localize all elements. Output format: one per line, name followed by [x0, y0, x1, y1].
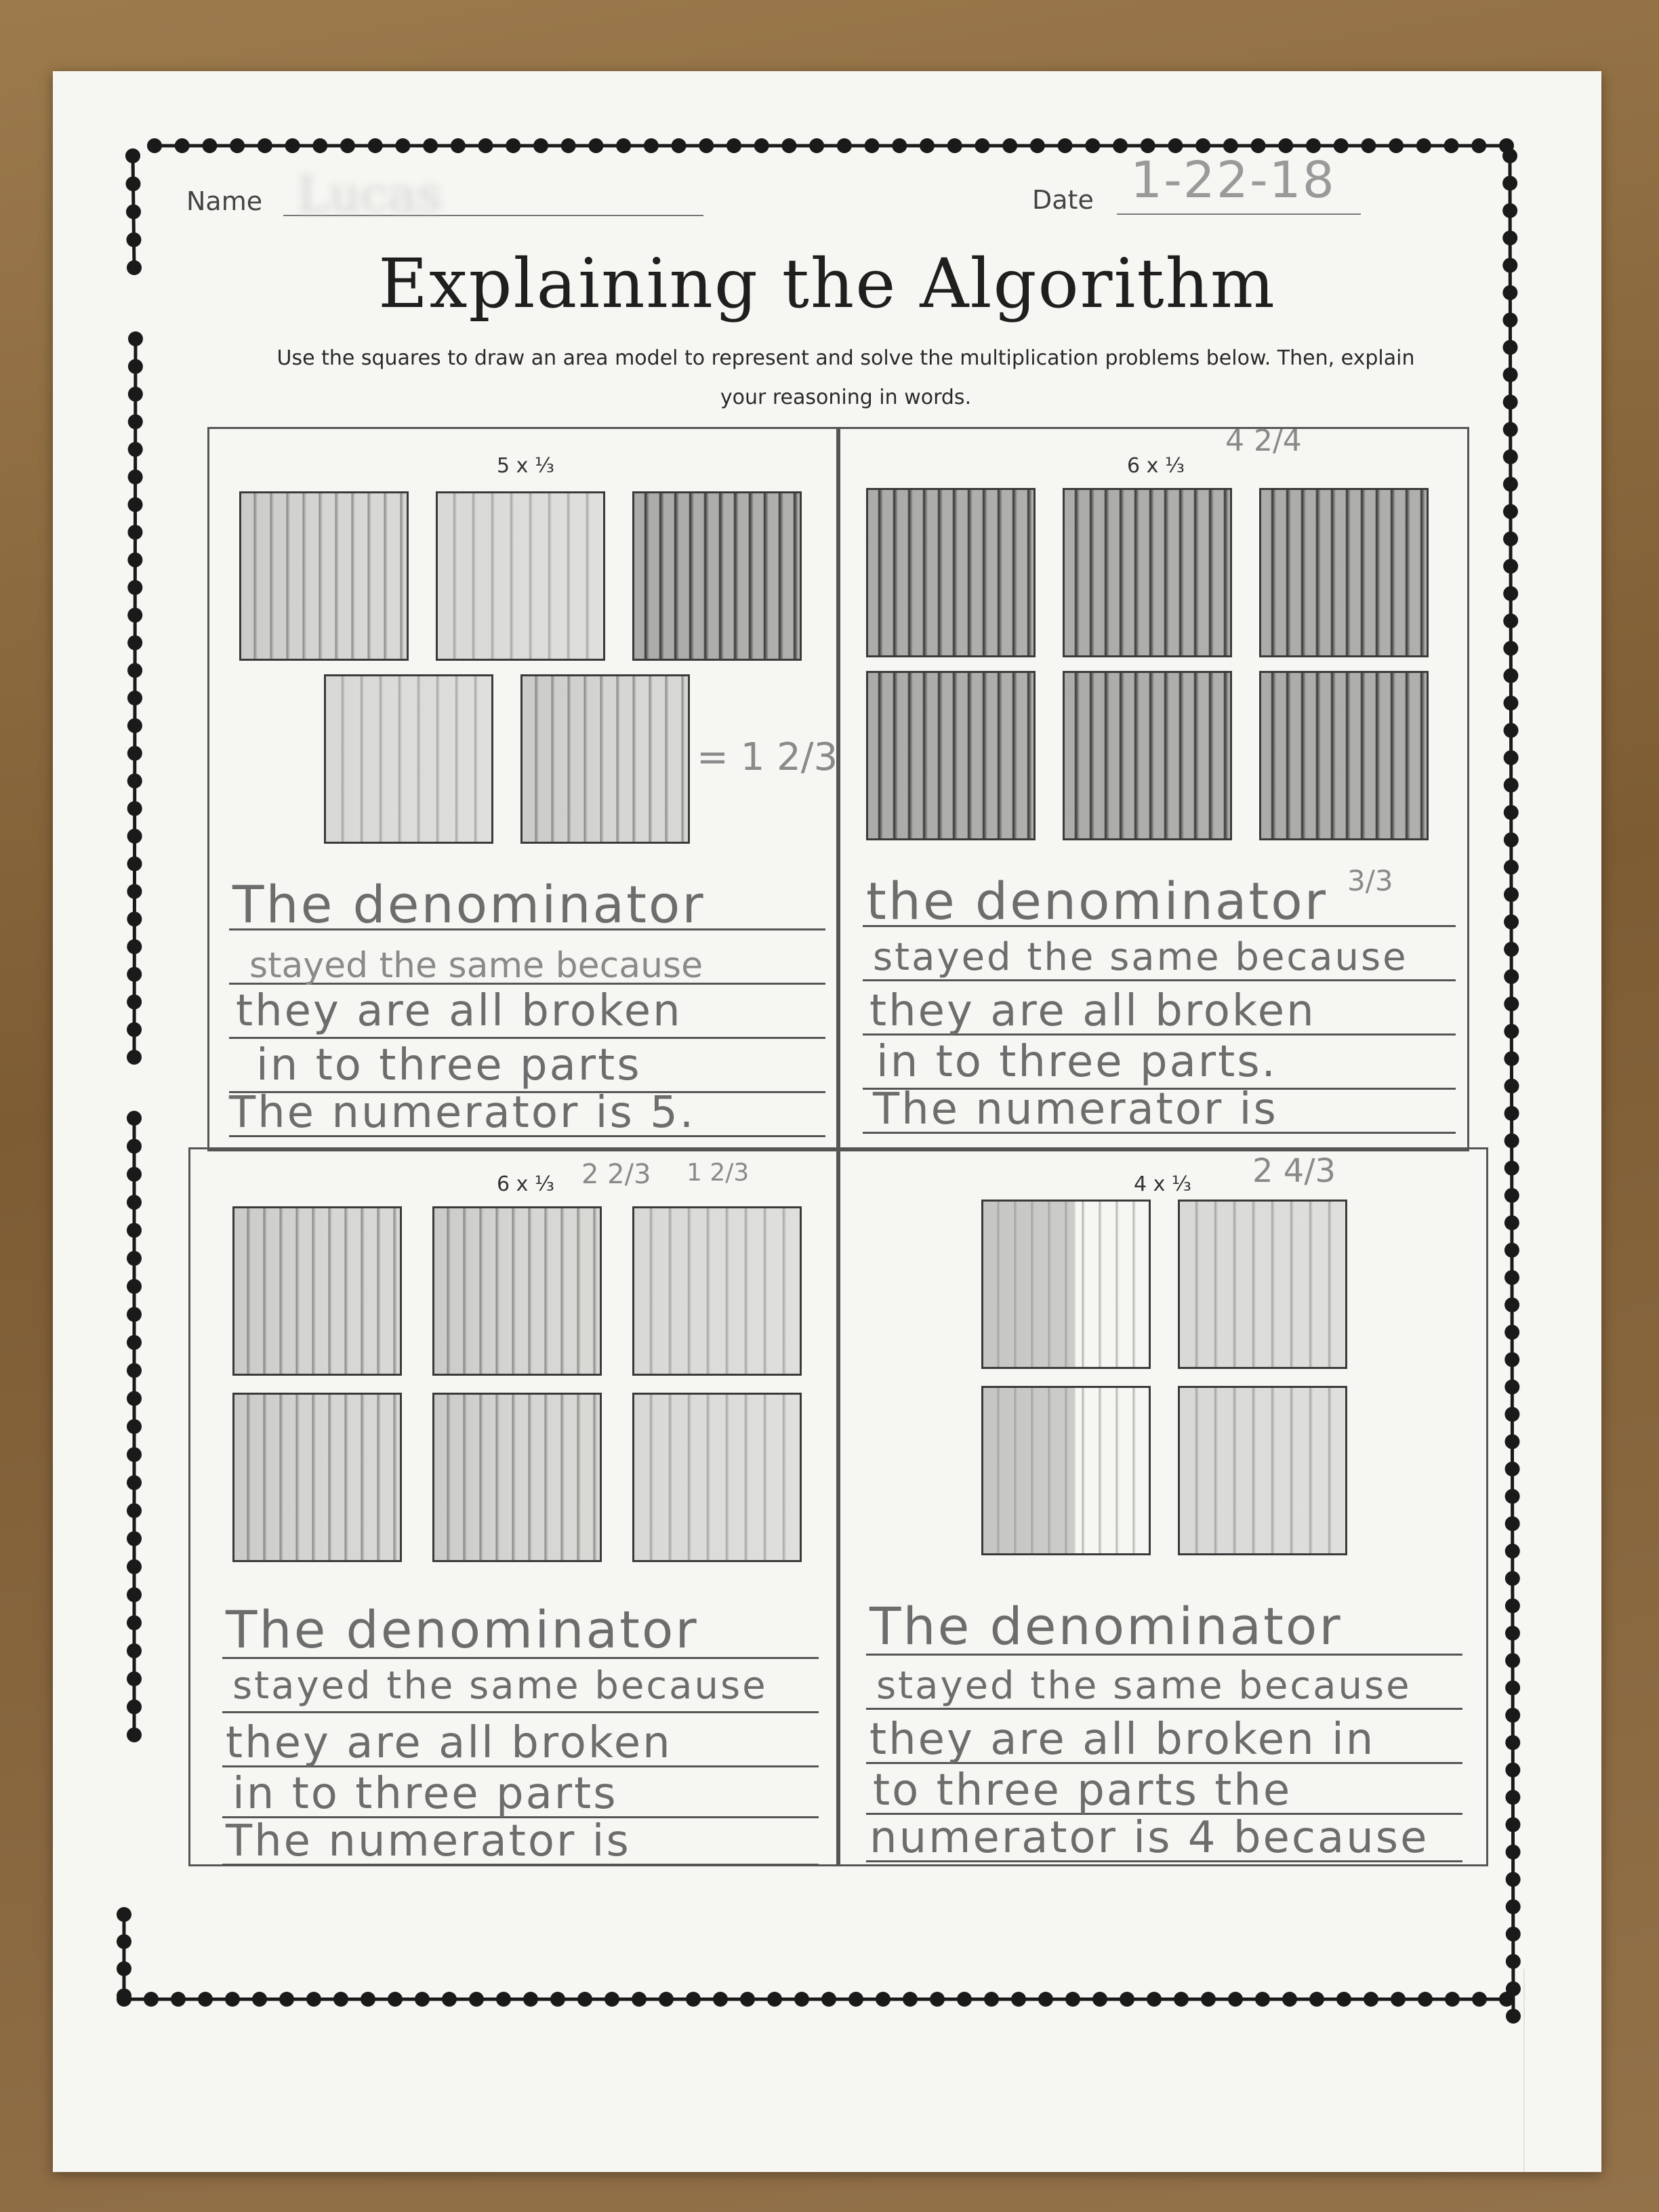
border-dot	[767, 1992, 782, 2007]
border-dot	[127, 1671, 142, 1686]
border-dot	[1002, 138, 1017, 153]
border-dot	[1504, 1243, 1519, 1258]
border-dot	[550, 1992, 565, 2007]
border-dot	[127, 718, 142, 733]
border-dot	[876, 1992, 890, 2007]
border-dot	[1502, 230, 1517, 245]
name-label: Name	[186, 186, 263, 216]
border-dot	[1120, 1992, 1134, 2007]
area-square	[632, 491, 802, 661]
border-dot	[794, 1992, 809, 2007]
date-line	[1117, 213, 1361, 215]
border-dot	[1505, 1681, 1520, 1696]
border-dot	[1113, 138, 1128, 153]
border-dot	[252, 1992, 267, 2007]
answer-note-1: = 1 2/3	[697, 735, 838, 779]
border-dot	[117, 1961, 131, 1976]
border-dot	[1502, 148, 1517, 163]
border-dot	[1255, 1992, 1270, 2007]
border-dot	[127, 829, 142, 844]
border-dot	[1504, 1325, 1519, 1340]
area-square	[632, 1206, 802, 1376]
area-square	[1259, 671, 1429, 840]
border-dot	[1505, 1763, 1520, 1778]
border-dot	[127, 663, 142, 678]
border-dot	[740, 1992, 755, 2007]
area-square	[1063, 671, 1232, 840]
border-dot	[1364, 1992, 1378, 2007]
border-dot	[659, 1992, 674, 2007]
border-dot	[1504, 805, 1519, 820]
border-dot	[225, 1992, 240, 2007]
response-line: to three parts the	[873, 1765, 1292, 1816]
border-dot	[127, 1419, 142, 1434]
border-dot	[1504, 887, 1519, 902]
border-dot	[672, 138, 687, 153]
border-dot	[1502, 176, 1517, 190]
area-square	[239, 491, 409, 661]
ruled-line	[866, 1708, 1462, 1710]
border-dot	[1065, 1992, 1080, 2007]
border-dot	[395, 138, 410, 153]
border-dot	[1503, 586, 1518, 601]
border-dot	[1506, 2009, 1521, 2024]
response-line: in to three parts.	[876, 1037, 1277, 1087]
border-dot	[1282, 1992, 1297, 2007]
border-dot	[128, 359, 143, 374]
border-dot	[821, 1992, 836, 2007]
border-dot	[127, 1050, 142, 1065]
border-dot	[957, 1992, 972, 2007]
ruled-line	[229, 1037, 825, 1039]
border-dot	[423, 138, 438, 153]
border-dot	[1504, 914, 1519, 929]
border-dot	[1389, 138, 1404, 153]
border-dot	[128, 470, 143, 485]
border-dot	[127, 967, 142, 982]
border-dot	[127, 1307, 142, 1322]
border-dot	[1505, 1544, 1520, 1559]
border-dot	[1471, 138, 1486, 153]
border-dot	[127, 1700, 142, 1715]
border-dot	[1505, 1516, 1520, 1531]
border-dot	[1506, 1927, 1521, 1942]
border-dot	[1504, 1079, 1519, 1094]
border-dot	[258, 138, 272, 153]
area-square	[432, 1393, 602, 1562]
area-square	[632, 1393, 802, 1562]
border-dot	[127, 1475, 142, 1490]
border-dot	[496, 1992, 511, 2007]
border-dot	[127, 1139, 142, 1153]
border-dot	[1506, 1845, 1521, 1860]
response-line: they are all broken	[869, 986, 1316, 1036]
border-dot	[713, 1992, 728, 2007]
border-dot	[442, 1992, 457, 2007]
border-dot	[117, 1907, 131, 1922]
area-square	[866, 488, 1036, 657]
answer-note-4: 2 4/3	[1252, 1152, 1336, 1190]
border-dot	[1504, 1297, 1519, 1312]
border-dot	[1361, 138, 1376, 153]
border-dot	[144, 1992, 159, 2007]
border-dot	[1506, 1900, 1521, 1914]
ruled-line	[222, 1711, 819, 1713]
answer-note-3: 2 2/3	[581, 1159, 651, 1190]
border-dot	[415, 1992, 430, 2007]
border-dot	[147, 138, 162, 153]
date-value: 1-22-18	[1130, 151, 1336, 209]
border-dot	[451, 138, 466, 153]
area-square	[866, 671, 1036, 840]
border-dot	[1503, 367, 1518, 382]
border-dot	[117, 1988, 131, 2003]
border-dot	[127, 608, 142, 623]
border-dot	[127, 525, 142, 539]
border-dot	[1504, 1434, 1519, 1449]
border-dot	[128, 387, 143, 402]
border-dot	[1504, 1188, 1519, 1203]
border-dot	[506, 138, 520, 153]
border-dot	[1444, 138, 1459, 153]
border-dot	[1505, 1735, 1520, 1750]
border-dot	[127, 939, 142, 954]
border-dot	[127, 1727, 142, 1742]
border-dot	[1503, 695, 1518, 710]
border-dot	[1504, 777, 1519, 792]
border-dot	[1092, 1992, 1107, 2007]
border-dot	[848, 1992, 863, 2007]
border-dot	[127, 994, 142, 1009]
border-dot	[1416, 138, 1431, 153]
response-line: The numerator is	[226, 1816, 631, 1866]
border-dot	[1336, 1992, 1351, 2007]
border-dot	[1504, 750, 1519, 765]
border-dot	[1504, 1024, 1519, 1039]
border-dot	[127, 1335, 142, 1350]
date-label: Date	[1032, 185, 1094, 215]
border-dot	[975, 138, 989, 153]
response-line: stayed the same because	[232, 1664, 768, 1708]
border-dot	[127, 912, 142, 926]
answer-note-2: 4 2/4	[1225, 424, 1302, 458]
border-dot	[469, 1992, 484, 2007]
border-dot	[1503, 422, 1518, 437]
border-dot	[605, 1992, 619, 2007]
response-line: The denominator	[232, 874, 705, 935]
border-dot	[127, 635, 142, 650]
border-dot	[127, 552, 142, 567]
ruled-line	[863, 979, 1456, 981]
border-dot	[128, 442, 143, 457]
border-dot	[809, 138, 824, 153]
border-dot	[202, 138, 217, 153]
border-dot	[644, 138, 659, 153]
border-dot	[533, 138, 548, 153]
area-square	[1178, 1200, 1347, 1369]
response-line: stayed the same because	[876, 1664, 1412, 1708]
border-dot	[947, 138, 962, 153]
border-dot	[920, 138, 935, 153]
border-dot	[128, 331, 143, 346]
border-dot	[127, 801, 142, 816]
border-dot	[1505, 1626, 1520, 1641]
instructions-line-1: Use the squares to draw an area model to represent and solve the multiplication problems below. Then, explain	[276, 346, 1415, 370]
border-dot	[1504, 996, 1519, 1011]
border-dot	[1504, 723, 1519, 738]
border-dot	[1503, 504, 1518, 519]
border-dot	[1445, 1992, 1460, 2007]
response-line: the denominator	[866, 871, 1328, 931]
border-dot	[127, 1167, 142, 1182]
border-dot	[127, 691, 142, 705]
border-dot	[279, 1992, 294, 2007]
border-dot	[1505, 1489, 1520, 1504]
border-dot	[1201, 1992, 1216, 2007]
paper-fold	[1523, 1969, 1525, 2172]
border-dot	[561, 138, 576, 153]
border-dot	[1503, 340, 1518, 355]
area-square	[232, 1206, 402, 1376]
border-dot	[1504, 1106, 1519, 1121]
border-dot	[127, 1022, 142, 1037]
area-square	[432, 1206, 602, 1376]
border-dot	[127, 1559, 142, 1574]
border-dot	[1011, 1992, 1026, 2007]
response-line: in to three parts	[232, 1769, 618, 1819]
problem-label-2: 6 x ⅓	[1127, 454, 1185, 478]
border-dot	[361, 1992, 375, 2007]
instructions-line-2: your reasoning in words.	[720, 386, 972, 409]
problem-label-3: 6 x ⅓	[497, 1172, 554, 1196]
border-dot	[1174, 1992, 1189, 2007]
border-dot	[903, 1992, 918, 2007]
border-dot	[127, 1391, 142, 1406]
border-dot	[1505, 1790, 1520, 1805]
border-dot	[1504, 969, 1519, 984]
area-square	[981, 1386, 1151, 1555]
border-dot	[588, 138, 603, 153]
response-line: The denominator	[226, 1599, 699, 1660]
name-value: Lucas	[297, 166, 443, 223]
border-dot	[127, 1531, 142, 1546]
border-dot	[126, 176, 141, 191]
border-dot	[865, 138, 880, 153]
border-dot	[127, 1279, 142, 1294]
border-dot	[1503, 476, 1518, 491]
border-dot	[388, 1992, 403, 2007]
border-dot	[1505, 1462, 1520, 1477]
response-line: they are all broken	[226, 1718, 672, 1768]
response-line: they are all broken in	[869, 1715, 1376, 1765]
border-dot	[127, 1616, 142, 1631]
border-dot	[754, 138, 769, 153]
side-note-2: 3/3	[1347, 864, 1393, 897]
border-dot	[1502, 203, 1517, 218]
border-dot	[117, 1934, 131, 1949]
border-dot	[127, 1363, 142, 1378]
response-line: numerator is 4 because	[869, 1813, 1429, 1863]
border-dot	[1504, 942, 1519, 957]
response-line: stayed the same because	[873, 935, 1408, 979]
border-dot	[686, 1992, 701, 2007]
area-square	[1063, 488, 1232, 657]
page-title: Explaining the Algorithm	[378, 244, 1276, 323]
border-dot	[1505, 1708, 1520, 1723]
border-dot	[127, 857, 142, 872]
border-dot	[1503, 641, 1518, 656]
border-dot	[128, 414, 143, 429]
border-dot	[1504, 1380, 1519, 1395]
border-dot	[1504, 1270, 1519, 1285]
border-dot	[1030, 138, 1045, 153]
border-dot	[306, 1992, 321, 2007]
border-dot	[1503, 668, 1518, 683]
border-dot	[726, 138, 741, 153]
border-dot	[340, 138, 355, 153]
border-dot	[1334, 138, 1349, 153]
border-dot	[1503, 449, 1518, 464]
border-dot	[1504, 1161, 1519, 1176]
border-dot	[1085, 138, 1100, 153]
border-dot	[175, 138, 190, 153]
border-dot	[1391, 1992, 1406, 2007]
border-dot	[333, 1992, 348, 2007]
border-dot	[1505, 1571, 1520, 1586]
border-dot	[125, 148, 140, 163]
border-dot	[1506, 1954, 1521, 1969]
border-dot	[1504, 1352, 1519, 1367]
border-dot	[1504, 1133, 1519, 1148]
border-dot	[127, 884, 142, 899]
area-square	[436, 491, 605, 661]
border-dot	[198, 1992, 213, 2007]
area-square	[520, 674, 690, 844]
area-square	[1259, 488, 1429, 657]
side-note-3: 1 2/3	[687, 1159, 750, 1187]
border-dot	[126, 205, 141, 220]
border-dot	[1058, 138, 1073, 153]
border-dot	[523, 1992, 538, 2007]
border-dot	[1503, 559, 1518, 574]
border-dot	[478, 138, 493, 153]
border-dot	[127, 746, 142, 761]
border-dot	[699, 138, 714, 153]
border-dot	[1504, 1407, 1519, 1422]
problem-label-4: 4 x ⅓	[1134, 1172, 1191, 1196]
border-dot	[127, 1643, 142, 1658]
border-dot	[1228, 1992, 1243, 2007]
border-dot	[1504, 832, 1519, 847]
response-line: stayed the same because	[249, 945, 703, 986]
border-dot	[127, 1447, 142, 1462]
area-square	[232, 1393, 402, 1562]
border-dot	[171, 1992, 186, 2007]
border-dot	[1418, 1992, 1433, 2007]
response-line: in to three parts	[256, 1040, 642, 1090]
border-dot	[1499, 1992, 1514, 2007]
border-dot	[837, 138, 852, 153]
border-dot	[1503, 613, 1518, 628]
border-dot	[1147, 1992, 1162, 2007]
response-line: The numerator is	[873, 1084, 1278, 1134]
border-dot	[127, 773, 142, 788]
border-dot	[1504, 860, 1519, 875]
border-dot	[368, 138, 383, 153]
border-dot	[892, 138, 907, 153]
border-dot	[1503, 394, 1518, 409]
border-dot	[1504, 1215, 1519, 1230]
border-dot	[312, 138, 327, 153]
border-dot	[1504, 1051, 1519, 1066]
area-square	[981, 1200, 1151, 1369]
border-dot	[632, 1992, 647, 2007]
border-dot	[127, 1195, 142, 1210]
border-dot	[616, 138, 631, 153]
border-dot	[1505, 1817, 1520, 1832]
border-dot	[1505, 1653, 1520, 1668]
border-dot	[1505, 1598, 1520, 1613]
area-square	[1178, 1386, 1347, 1555]
border-dot	[1038, 1992, 1053, 2007]
border-dot	[781, 138, 796, 153]
response-line: The denominator	[869, 1596, 1343, 1656]
border-dot	[1506, 1872, 1521, 1887]
border-dot	[127, 580, 142, 595]
response-line: they are all broken	[236, 986, 682, 1036]
instructions	[209, 339, 1483, 417]
problem-label-1: 5 x ⅓	[497, 454, 554, 478]
border-dot	[127, 1251, 142, 1266]
border-dot	[930, 1992, 945, 2007]
response-line: The numerator is 5.	[229, 1088, 696, 1138]
border-dot	[285, 138, 300, 153]
border-dot	[127, 1587, 142, 1602]
border-dot	[1472, 1992, 1487, 2007]
border-dot	[230, 138, 245, 153]
area-square	[324, 674, 493, 844]
worksheet-paper	[53, 71, 1601, 2172]
border-dot	[127, 1503, 142, 1518]
border-dot	[577, 1992, 592, 2007]
border-dot	[1503, 531, 1518, 546]
border-dot	[127, 1111, 142, 1126]
border-dot	[984, 1992, 999, 2007]
border-dot	[127, 1223, 142, 1237]
border-dot	[1309, 1992, 1324, 2007]
border-dot	[128, 497, 143, 512]
